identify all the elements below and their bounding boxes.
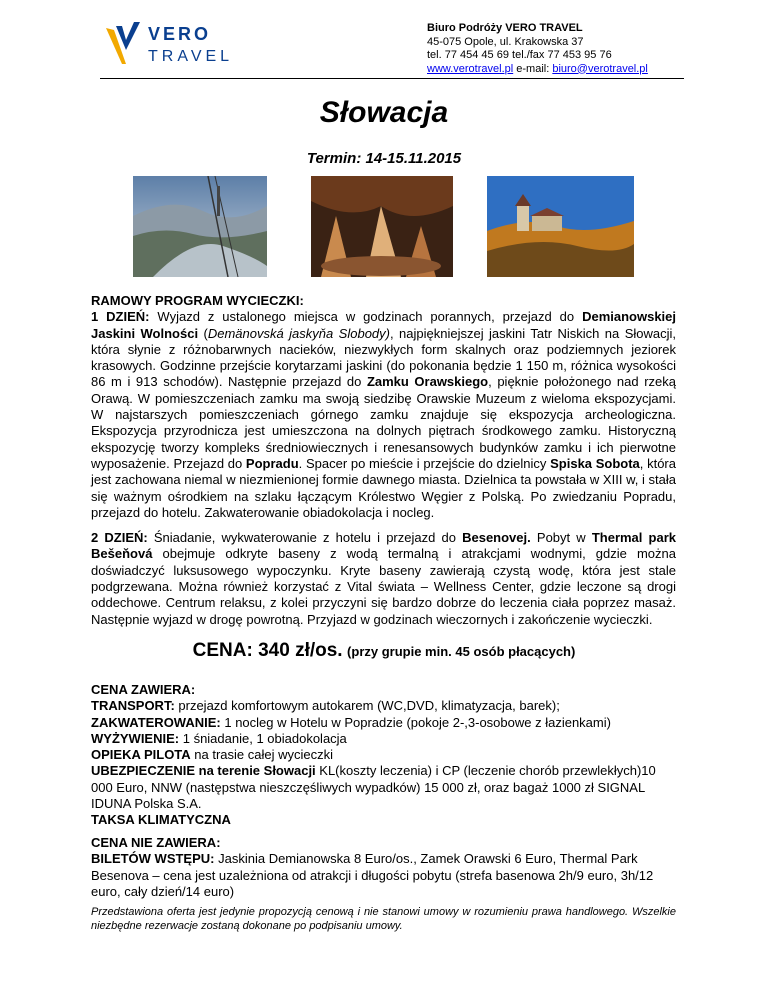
item-label: TRANSPORT: [91, 698, 175, 714]
program-heading: RAMOWY PROGRAM WYCIECZKI: [91, 293, 304, 308]
day1-paragraph [91, 309, 676, 521]
agency-name: Biuro Podróży VERO TRAVEL [427, 22, 583, 34]
email-label: e-mail: [516, 62, 553, 75]
day1-italic: Demänovská jaskyňa Slobody) [207, 325, 390, 341]
day1-bold: Popradu [245, 455, 299, 471]
item-label: ZAKWATEROWANIE: [91, 714, 221, 730]
includes-section [91, 682, 676, 829]
day2-text: Śniadanie, wykwaterowanie z hotelu i przejazd do [147, 530, 463, 546]
item-value: na trasie całej wycieczki [190, 747, 333, 763]
day2-bold: Thermal park Bešeňová [91, 530, 677, 562]
includes-heading: CENA ZAWIERA: [91, 682, 196, 697]
logo-word-travel: TRAVEL [148, 48, 234, 65]
disclaimer-note: Przedstawiona oferta jest jedynie propozycją cenową i nie stanowi umowy w rozumieniu prawa handlowego. Wszelkie niezbędne rezerwacje zostaną dokonane po podpisaniu umowy. [91, 906, 676, 932]
day2-text: Pobyt w [530, 530, 592, 546]
day1-text: Wyjazd z ustalonego miejsca w godzinach porannych, przejazd do [149, 309, 583, 325]
day2-text: obejmuje odkryte baseny z wodą termalną i atrakcjami wodnymi, gdzie można doświadczyć luksusowego wypoczynku. Kryte baseny zawierają czystą wodę, która jest stale podgrzewana. Można również korzystać z Vital świata – Wellness Center, gdzie leczone są drogi oddechowe. Centrum relaksu, z kolei przyczyni się bardzo dobrze do leczenia ciała poprzez masaż. Następnie wyjazd w drogę powrotną. Przyjazd w godzinach wieczornych i zakończenie wycieczki. [91, 546, 676, 627]
item-label: OPIEKA PILOTA [91, 747, 191, 763]
agency-contact-block [427, 22, 648, 76]
excludes-heading: CENA NIE ZAWIERA: [91, 835, 221, 850]
company-logo [104, 18, 234, 74]
photo-cave-interior [311, 176, 453, 277]
photo-mountain-chairlift [133, 176, 267, 277]
day2-paragraph [91, 530, 676, 628]
day1-bold: Zamku Orawskiego [366, 374, 489, 390]
agency-web-line [427, 63, 648, 77]
day1-label: 1 DZIEŃ: [91, 309, 150, 325]
includes-accommodation [91, 715, 676, 731]
item-value: 1 śniadanie, 1 obiadokolacja [179, 730, 347, 746]
photo-orava-castle [487, 176, 634, 277]
day1-bold: Spiska Sobota [550, 455, 640, 471]
price-note: (przy grupie min. 45 osób płacących) [347, 644, 576, 659]
day2-bold: Besenovej. [462, 530, 531, 546]
day1-text: , pięknie położonego nad rzeką Orawą. W pomieszczeniach zamku ma swoją siedzibę Orawskie Muzeum z wieloma ekspozycjami. W najstarszych pomieszczeniach górnego zamku znajduje się ekspozycja archeologiczna. Ekspozycja przyrodnicza jest umieszczona na dolnych piętrach środkowego zamku. Historyczną ekspozycję tworzy kompleks średniowiecznych i renesansowych budynków zamku i ich pierwotne wyposażenie. Przejazd do [91, 374, 676, 471]
includes-insurance [91, 763, 676, 812]
header-divider [100, 78, 684, 79]
item-value: przejazd komfortowym autokarem (WC,DVD, klimatyzacja, barek); [174, 698, 560, 714]
day1-text: , najpiękniejszej jaskini Tatr Niskich na Słowacji, która słynie z różnobarwnych nacieków, niezwykłych form skalnych oraz podziemnych jeziorek krasowych. Godzinne przejście korytarzami jaskini (do pokonania będzie 1 150 m, różnica wysokości 86 m i 913 schodów). Następnie przejazd do [91, 325, 677, 390]
website-link[interactable]: www.verotravel.pl [427, 62, 514, 75]
includes-pilot [91, 747, 676, 763]
logo-v-mark-icon [104, 20, 144, 68]
item-label: WYŻYWIENIE: [91, 730, 180, 746]
agency-phones: tel. 77 454 45 69 tel./fax 77 453 95 76 [427, 49, 612, 61]
day1-text: , która jest zachowana niemal w niezmienionej formie dawnego miasta. Dzielnica ta powstała w XIII w, i stała się ważnym ośrodkiem na szlaku łączącym Królestwo Węgier z Polską. Po zwiedzaniu Popradu, przejazd do hotelu. Zakwaterowanie obiadokolacja i nocleg. [91, 455, 676, 520]
day2-label: 2 DZIEŃ: [91, 530, 148, 546]
price-value: CENA: 340 zł/os. [192, 640, 343, 661]
agency-address: 45-075 Opole, ul. Krakowska 37 [427, 35, 584, 48]
day1-text: . Spacer po mieście i przejście do dzielnicy [298, 455, 551, 471]
email-link[interactable]: biuro@verotravel.pl [552, 62, 648, 75]
item-value: KL(koszty leczenia) i CP (leczenie chorób przewlekłych)10 000 Euro, NNW (następstwa nieszczęśliwych wypadków) 15 000 zł, oraz bagaż 1000 zł SIGNAL IDUNA Polska S.A. [91, 763, 656, 812]
item-value: Jaskinia Demianowska 8 Euro/os., Zamek Orawski 6 Euro, Thermal Park Besenova – cena jest uzależniona od atrakcji i długości pobytu (strefa basenowa 2h/9 euro, 3h/12 euro, cały dzień/14 euro) [91, 851, 654, 899]
item-value: 1 nocleg w Hotelu w Popradzie (pokoje 2-,3-osobowe z łazienkami) [220, 714, 611, 730]
logo-word-vero: VERO [148, 24, 212, 44]
item-label: BILETÓW WSTĘPU: [91, 851, 215, 867]
includes-meals [91, 731, 676, 747]
trip-term: Termin: 14-15.11.2015 [306, 150, 462, 167]
includes-transport [91, 698, 676, 714]
day1-text: ( [198, 325, 208, 341]
includes-tax: TAKSA KLIMATYCZNA [91, 812, 231, 828]
excludes-tickets [91, 851, 676, 900]
item-label: UBEZPIECZENIE na terenie Słowacji [91, 763, 316, 779]
program-section [91, 293, 676, 628]
page-title: Słowacja [319, 96, 449, 129]
price-line [0, 640, 768, 662]
excludes-section [91, 835, 676, 900]
day1-bold: Demianowskiej Jaskini Wolności [91, 309, 677, 341]
